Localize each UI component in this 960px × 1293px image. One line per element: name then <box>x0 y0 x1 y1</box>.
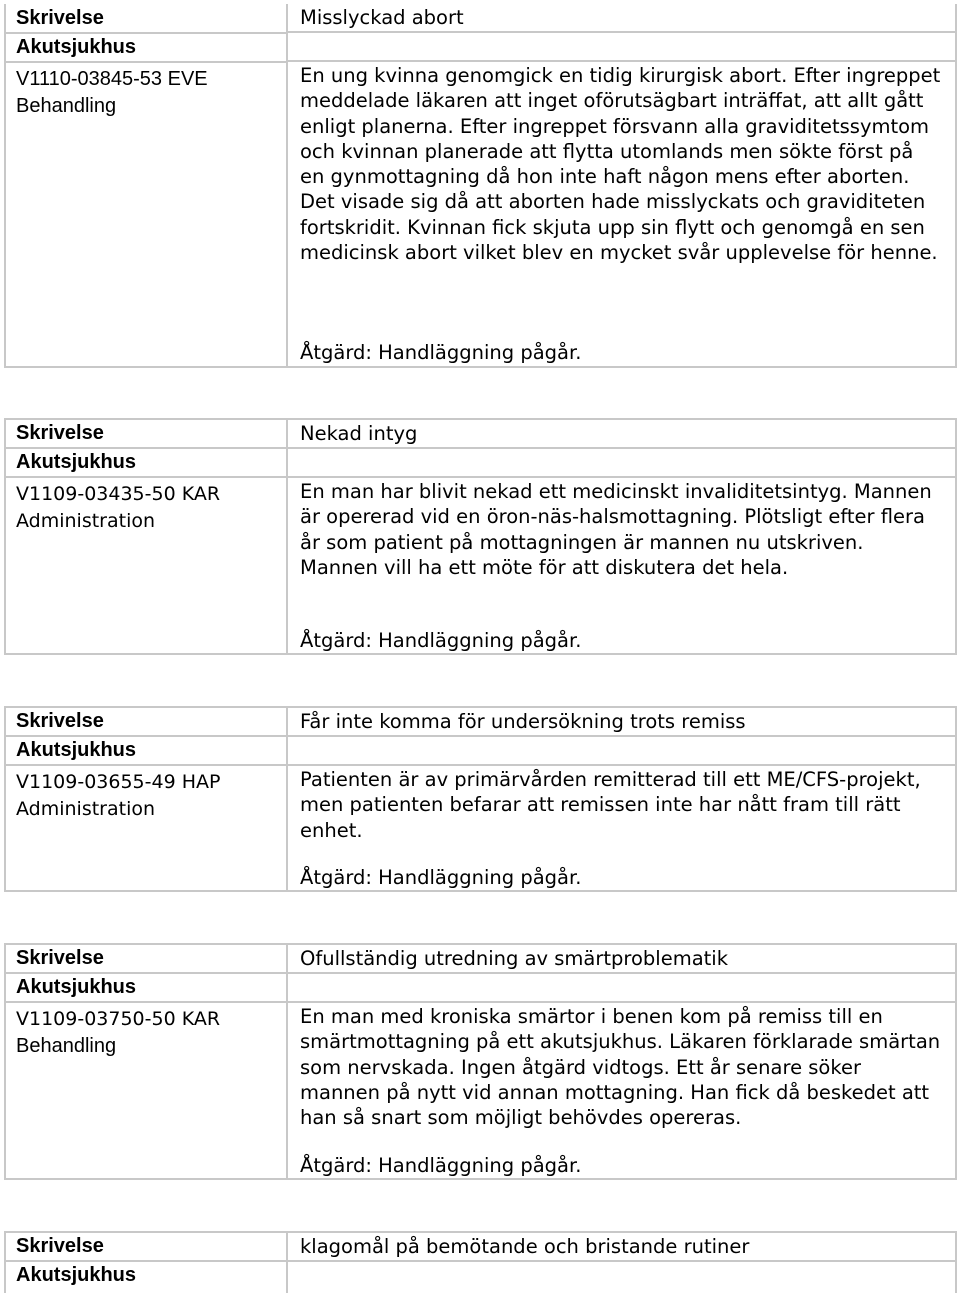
entry-facility: Akutsjukhus <box>6 974 286 1003</box>
case-id: V1109-03655-49 HAP <box>16 771 221 793</box>
case-title: Misslyckad abort <box>300 6 464 29</box>
case-id: V1110-03845-53 EVE <box>16 68 208 90</box>
case-body: En man har blivit nekad ett medicinskt invaliditetsintyg. Mannen är opererad vid en öron-näs-halsmottagning. Plötsligt efter flera år som patient på mottagningen är mannen nu utskriven. Mannen vill ha ett möte för att diskutera det hela. <box>300 480 932 579</box>
case-title: Nekad intyg <box>300 422 418 445</box>
case-category: Behandling <box>16 1035 117 1057</box>
case-content <box>288 708 955 890</box>
case-body: En ung kvinna genomgick en tidig kirurgisk abort. Efter ingreppet meddelade läkaren att inget oförutsägbart inträffat, att allt gått enligt planerna. Efter ingreppet försvann alla graviditetssymtom och kvinnan planerade att flytta utomlands men sökte först på en gynmottagning då hon inte haft någon mens efter aborten. Det visade sig då att aborten hade misslyckats och graviditeten fortskridit. Kvinnan fick skjuta upp sin flytt och genomgå en sen medicinsk abort vilket blev en mycket svår upplevelse för henne. <box>300 64 941 265</box>
case-content <box>288 420 955 653</box>
case-content <box>288 945 955 1178</box>
case-category: Administration <box>16 510 156 532</box>
case-content <box>288 4 955 366</box>
case-category: Behandling <box>16 95 117 117</box>
case-action: Åtgärd: Handläggning pågår. <box>300 1154 582 1177</box>
case-body: En man med kroniska smärtor i benen kom på remiss till en smärtmottagning på ett akutsjukhus. Läkaren förklarade smärtan som nervskada. Ingen åtgärd vidtogs. Ett år senare söker mannen på nytt vid annan mottagning. Han fick då beskedet att han så snart som möjligt behövdes opereras. <box>300 1005 941 1130</box>
entry-facility: Akutsjukhus <box>6 34 286 63</box>
case-entry <box>4 1231 957 1293</box>
case-meta <box>6 945 288 1178</box>
case-id: V1109-03435-50 KAR <box>16 483 221 505</box>
case-title: Ofullständig utredning av smärtproblematik <box>300 947 729 970</box>
case-meta <box>6 708 288 890</box>
case-content <box>288 1233 955 1293</box>
case-title: klagomål på bemötande och bristande rutiner <box>300 1235 750 1258</box>
entry-facility: Akutsjukhus <box>6 737 286 766</box>
case-body: Patienten är av primärvården remitterad till ett ME/CFS-projekt, men patienten befarar att remissen inte har nått fram till rätt enhet. <box>300 768 921 842</box>
case-entry <box>4 943 957 1180</box>
case-action: Åtgärd: Handläggning pågår. <box>300 629 582 652</box>
case-meta <box>6 420 288 653</box>
entry-type: Skrivelse <box>6 945 286 974</box>
entry-facility: Akutsjukhus <box>6 449 286 478</box>
case-meta <box>6 4 288 366</box>
case-entry <box>4 418 957 655</box>
case-action: Åtgärd: Handläggning pågår. <box>300 341 582 364</box>
case-id: V1109-03750-50 KAR <box>16 1008 221 1030</box>
case-meta <box>6 1233 288 1293</box>
entry-type: Skrivelse <box>6 5 286 34</box>
case-entry <box>4 706 957 892</box>
entry-type: Skrivelse <box>6 1233 286 1262</box>
case-action: Åtgärd: Handläggning pågår. <box>300 866 582 889</box>
case-title: Får inte komma för undersökning trots remiss <box>300 710 746 733</box>
entry-type: Skrivelse <box>6 420 286 449</box>
entry-type: Skrivelse <box>6 708 286 737</box>
case-category: Administration <box>16 798 156 820</box>
entry-facility: Akutsjukhus <box>16 1264 137 1286</box>
case-entry <box>4 4 957 368</box>
